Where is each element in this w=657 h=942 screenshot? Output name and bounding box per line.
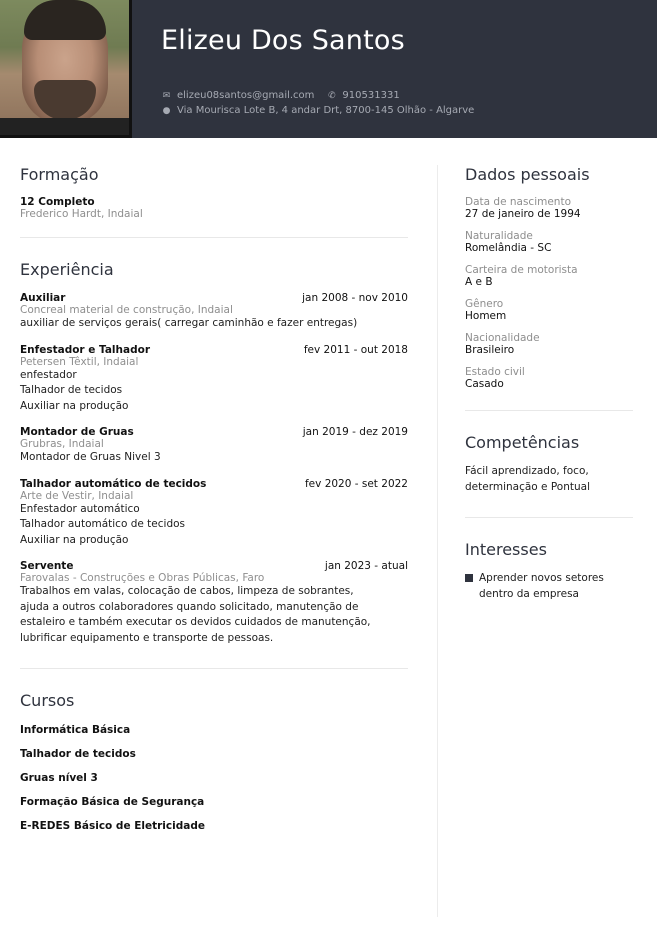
column-divider — [437, 165, 438, 917]
experience-line: enfestador — [20, 368, 77, 381]
personal-value: Brasileiro — [465, 344, 515, 356]
section-divider — [465, 517, 633, 518]
experience-role: Servente — [20, 560, 74, 572]
experience-dates: fev 2020 - set 2022 — [304, 477, 408, 490]
personal-label: Estado civil — [465, 366, 525, 378]
experience-line: Talhador de tecidos — [20, 384, 123, 396]
avatar-shirt — [0, 118, 132, 138]
interest-item — [465, 571, 633, 602]
course-item: E-REDES Básico de Eletricidade — [20, 820, 205, 832]
section-title-formacao: Formação — [20, 165, 99, 184]
experience-company: Farovalas - Construções e Obras Públicas, Faro — [20, 572, 265, 584]
experience-role: Auxiliar — [20, 292, 66, 304]
interest-line: Aprender novos setores — [479, 572, 604, 584]
course-item: Informática Básica — [20, 724, 131, 736]
experience-dates: fev 2011 - out 2018 — [303, 343, 408, 356]
side-column — [465, 165, 633, 602]
section-title-competencias: Competências — [465, 433, 580, 452]
phone-icon: ✆ — [328, 90, 336, 101]
education-school: Frederico Hardt, Indaial — [20, 208, 143, 220]
experience-item — [20, 344, 408, 415]
experience-line: Auxiliar na produção — [20, 399, 129, 412]
experience-company: Petersen Têxtil, Indaial — [20, 355, 139, 368]
section-experiencia — [20, 260, 408, 646]
experience-line: auxiliar de serviços gerais( carregar caminhão e fazer entregas) — [20, 317, 358, 329]
section-divider — [20, 237, 408, 238]
experience-dates: jan 2023 - atual — [324, 560, 408, 572]
avatar — [0, 0, 132, 138]
map-pin-icon: ● — [162, 105, 171, 116]
personal-value: 27 de janeiro de 1994 — [465, 208, 581, 220]
personal-label: Data de nascimento — [465, 196, 572, 208]
personal-label: Nacionalidade — [465, 332, 540, 344]
experience-item — [20, 292, 408, 332]
section-interesses — [465, 540, 633, 602]
skill-line: determinação e Pontual — [465, 480, 590, 493]
skill-line: Fácil aprendizado, foco, — [465, 465, 589, 477]
experience-line: Enfestador automático — [20, 502, 140, 515]
contact-line-2 — [161, 105, 474, 116]
personal-value: Homem — [465, 310, 507, 322]
experience-item — [20, 560, 408, 646]
section-title-dados-pessoais: Dados pessoais — [465, 165, 590, 184]
experience-company: Arte de Vestir, Indaial — [20, 489, 134, 502]
course-item: Gruas nível 3 — [20, 772, 98, 784]
experience-company: Grubras, Indaial — [20, 438, 104, 450]
section-divider — [20, 668, 408, 669]
experience-line: estaleiro e também executar os devidos cuidados de manutenção, — [20, 616, 371, 628]
experience-dates: jan 2019 - dez 2019 — [302, 426, 408, 438]
personal-label: Naturalidade — [465, 230, 533, 242]
candidate-name: Elizeu Dos Santos — [161, 25, 405, 56]
section-competencias — [465, 433, 633, 495]
course-item: Formação Básica de Segurança — [20, 796, 205, 808]
experience-line: lubrificar equipamento e transporte de pessoas. — [20, 631, 274, 644]
section-divider — [465, 410, 633, 411]
section-formacao — [20, 165, 408, 220]
personal-value: Casado — [465, 378, 504, 390]
course-item: Talhador de tecidos — [20, 748, 136, 760]
education-item — [20, 196, 408, 220]
personal-label: Gênero — [465, 298, 504, 310]
avatar-hair — [24, 0, 106, 40]
section-title-interesses: Interesses — [465, 540, 547, 559]
experience-role: Montador de Gruas — [20, 426, 134, 438]
experience-line: Trabalhos em valas, colocação de cabos, limpeza de sobrantes, — [20, 585, 354, 597]
personal-value: Romelândia - SC — [465, 242, 552, 254]
personal-label: Carteira de motorista — [465, 264, 578, 276]
experience-line: Talhador automático de tecidos — [20, 518, 186, 530]
experience-role: Enfestador e Talhador — [20, 343, 150, 356]
envelope-icon: ✉ — [162, 90, 171, 101]
experience-line: Montador de Gruas Nivel 3 — [20, 451, 161, 463]
email-text[interactable]: elizeu08santos@gmail.com — [177, 90, 315, 101]
education-degree: 12 Completo — [20, 196, 95, 208]
experience-line: ajuda a outros colaboradores quando solicitado, manutenção de — [20, 600, 359, 613]
section-title-experiencia: Experiência — [20, 260, 114, 279]
interest-line: dentro da empresa — [479, 587, 579, 600]
experience-company: Concreal material de construção, Indaial — [20, 304, 233, 316]
address-text: Via Mourisca Lote B, 4 andar Drt, 8700-145 Olhão - Algarve — [177, 105, 475, 116]
experience-role: Talhador automático de tecidos — [20, 477, 207, 490]
experience-dates: jan 2008 - nov 2010 — [302, 292, 408, 304]
contact-line-1 — [161, 90, 400, 101]
main-column — [20, 165, 408, 844]
section-dados-pessoais — [465, 165, 633, 390]
experience-line: Auxiliar na produção — [20, 533, 129, 546]
experience-item — [20, 478, 408, 549]
personal-value: A e B — [465, 276, 493, 288]
header — [0, 0, 657, 138]
section-cursos — [20, 691, 408, 832]
section-title-cursos: Cursos — [20, 691, 75, 710]
phone-text[interactable]: 910531331 — [342, 90, 400, 101]
square-bullet-icon — [465, 574, 473, 582]
experience-item — [20, 426, 408, 466]
